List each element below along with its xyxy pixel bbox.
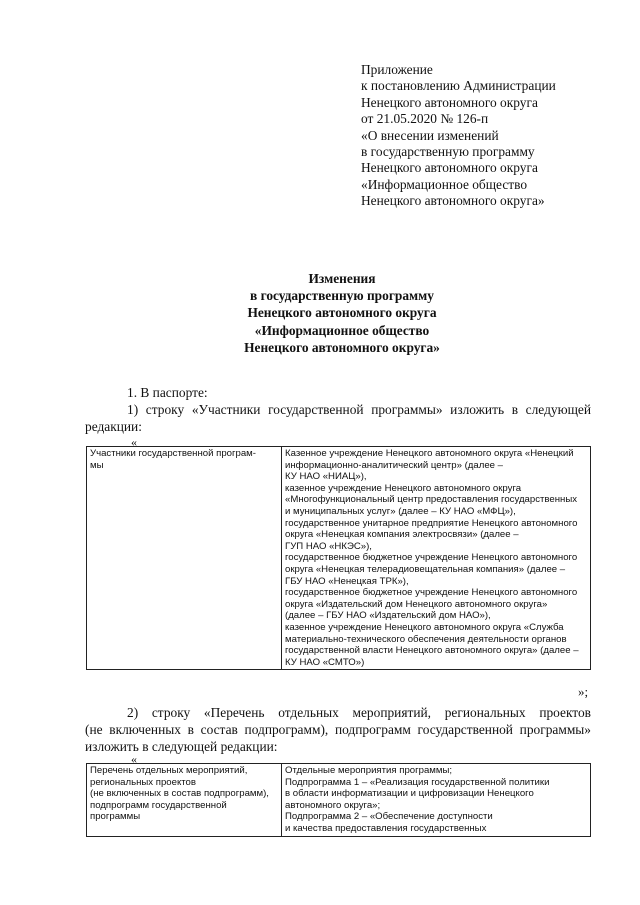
table-row	[87, 447, 591, 670]
document-title	[0, 270, 640, 356]
open-quote-mark: «	[131, 435, 137, 449]
item1-text-line2: редакции:	[85, 419, 142, 434]
value-line: казенное учреждение Ненецкого автономного округа	[285, 482, 522, 494]
value-line: ГУП НАО «НКЭС»),	[285, 540, 372, 552]
open-quote-mark-2: «	[131, 752, 137, 766]
value-line: и муниципальных услуг» (далее – КУ НАО «МФЦ»),	[285, 505, 516, 517]
title-line: «Информационное общество	[254, 322, 430, 338]
activities-table	[86, 763, 591, 837]
item2-text-line3: изложить в следующей редакции:	[85, 739, 278, 754]
table-row	[87, 764, 591, 837]
value-line: Казенное учреждение Ненецкого автономного округа «Ненецкий	[285, 448, 574, 459]
label-line: Перечень отдельных мероприятий,	[90, 765, 248, 776]
value-line: государственной власти Ненецкого автономного округа» (далее –	[285, 645, 579, 657]
value-line: государственное унитарное предприятие Ненецкого автономного	[285, 517, 578, 529]
value-line: округа «Ненецкая телерадиовещательная компания» (далее –	[285, 563, 566, 575]
label-line: региональных проектов	[90, 776, 196, 788]
value-line: автономного округа»;	[285, 799, 381, 811]
label-line: (не включенных в состав подпрограмм),	[90, 788, 269, 800]
value-line: Отдельные мероприятия программы;	[285, 765, 453, 776]
item2-text-line1: 2) строку «Перечень отдельных мероприятий, региональных проектов	[127, 705, 591, 720]
value-line: материально-технического обеспечения деятельности органов	[285, 633, 567, 645]
appendix-line: «Информационное общество	[361, 176, 528, 192]
appendix-line: к постановлению Администрации	[361, 78, 556, 94]
participants-value-cell	[282, 447, 591, 670]
value-line: ГБУ НАО «Ненецкая ТРК»),	[285, 575, 409, 587]
appendix-line: «О внесении изменений	[361, 127, 499, 143]
label-line: Участники государственной програм-	[90, 448, 256, 459]
value-line: КУ НАО «СМТО»)	[285, 656, 365, 668]
label-line: программы	[90, 811, 141, 823]
title-line: Ненецкого автономного округа	[247, 305, 437, 321]
value-line: «Многофункциональный центр предоставления государственных	[285, 494, 578, 506]
participants-label-cell	[87, 447, 282, 670]
appendix-line: Ненецкого автономного округа»	[361, 193, 545, 209]
value-line: округа «Ненецкая компания электросвязи» (далее –	[285, 529, 519, 541]
close-quote-mark: »;	[578, 684, 589, 699]
value-line: (далее – ГБУ НАО «Издательский дом НАО»),	[285, 610, 491, 622]
appendix-line: Ненецкого автономного округа	[361, 160, 538, 176]
value-line: в области информатизации и цифровизации Ненецкого	[285, 788, 534, 800]
item2-text-line2: (не включенных в состав подпрограмм), подпрограмм государственной программы»	[85, 722, 591, 737]
value-line: Подпрограмма 1 – «Реализация государственной политики	[285, 776, 550, 788]
value-line: Подпрограмма 2 – «Обеспечение доступности	[285, 811, 493, 823]
appendix-line: от 21.05.2020 № 126-п	[361, 111, 489, 127]
activities-label-cell	[87, 764, 282, 837]
activities-value-cell	[282, 764, 591, 837]
appendix-header	[361, 62, 556, 210]
value-line: округа «Издательский дом Ненецкого автономного округа»	[285, 598, 548, 610]
value-line: государственное бюджетное учреждение Ненецкого автономного	[285, 552, 578, 564]
title-line: Изменения	[308, 271, 376, 286]
item1-text-line1: 1) строку «Участники государственной программы» изложить в следующей	[127, 402, 591, 417]
section-heading: 1. В паспорте:	[127, 385, 208, 400]
participants-table	[86, 446, 591, 670]
value-line: КУ НАО «НИАЦ»),	[285, 471, 367, 483]
label-line: подпрограмм государственной	[90, 799, 227, 811]
label-line: мы	[90, 459, 104, 471]
title-line: в государственную программу	[250, 288, 434, 304]
title-line: Ненецкого автономного округа»	[244, 339, 440, 355]
value-line: казенное учреждение Ненецкого автономного округа «Служба	[285, 621, 564, 633]
value-line: информационно-аналитический центр» (далее –	[285, 459, 504, 471]
value-line: государственное бюджетное учреждение Ненецкого автономного	[285, 587, 578, 599]
value-line: и качества предоставления государственных	[285, 822, 487, 834]
appendix-line: Приложение	[361, 62, 433, 77]
appendix-line: Ненецкого автономного округа	[361, 94, 538, 110]
appendix-line: в государственную программу	[361, 144, 535, 160]
